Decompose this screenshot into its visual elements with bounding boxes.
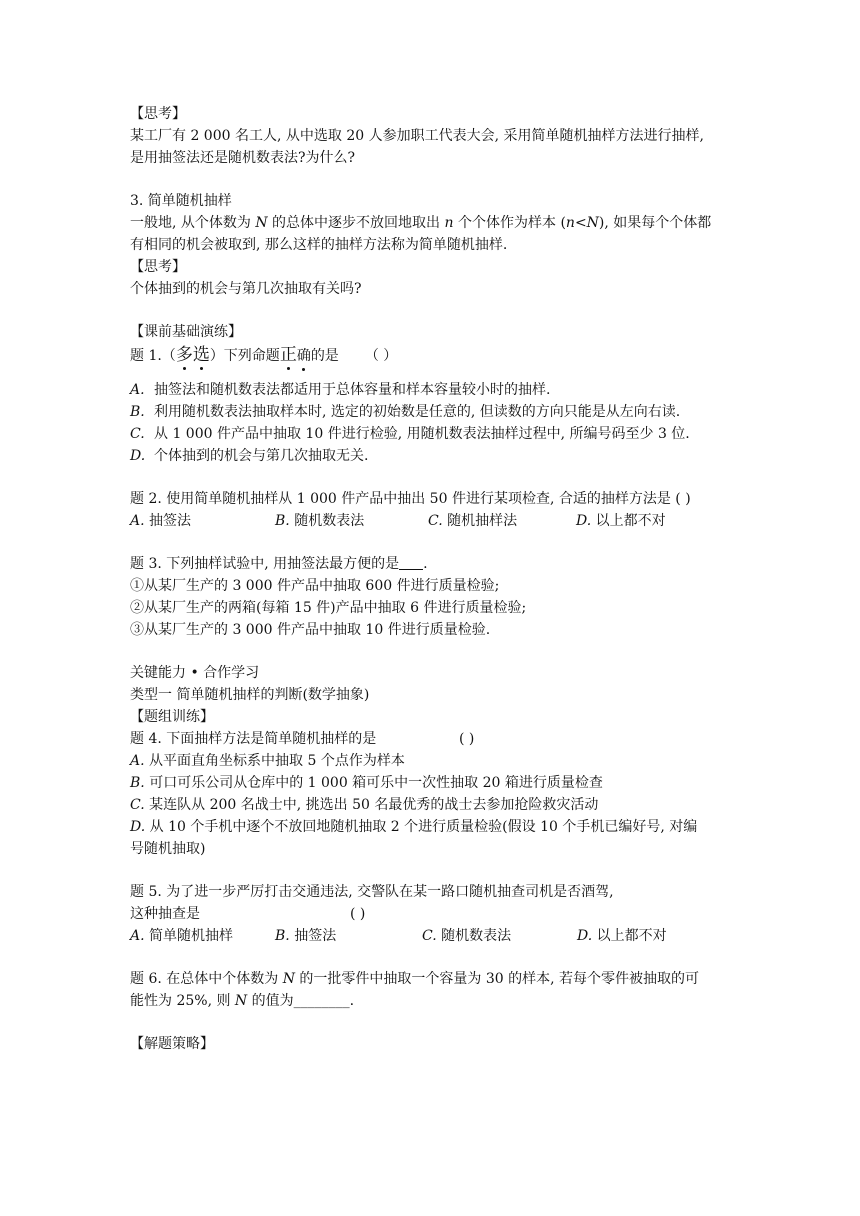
question-2-option-d: D. 以上都不对 bbox=[576, 513, 666, 529]
think1-heading: 【思考】 bbox=[130, 106, 186, 122]
question-5-option-b: B. 抽签法 bbox=[275, 928, 337, 944]
section3-title: 3. 简单随机抽样 bbox=[130, 193, 232, 209]
section3-definition-line1: 一般地, 从个体数为 N 的总体中逐步不放回地取出 n 个个体作为样本 (n<N), 如果每个个体都 bbox=[130, 215, 712, 231]
answer-blank bbox=[399, 555, 423, 570]
question-5-option-c: C. 随机数表法 bbox=[422, 928, 512, 944]
question-4-option-c: C. 某连队从 200 名战士中, 挑选出 50 名最优秀的战士去参加抢险救灾活动 bbox=[130, 797, 599, 813]
question-6-stem-line2: 能性为 25%, 则 N 的值为________. bbox=[130, 993, 355, 1009]
question-2-option-b: B. 随机数表法 bbox=[275, 513, 365, 529]
question-4-stem: 题 4. 下面抽样方法是简单随机抽样的是 ( ) bbox=[130, 731, 475, 747]
section3-definition-line2: 有相同的机会被取到, 那么这样的抽样方法称为简单随机抽样. bbox=[130, 237, 508, 253]
emphasis-duo: 多 bbox=[175, 345, 193, 365]
question-4-option-d-continued: 号随机抽取) bbox=[130, 841, 206, 857]
question-3-item-3: ③从某厂生产的 3 000 件产品中抽取 10 件进行质量检验. bbox=[130, 622, 491, 638]
question-2-options bbox=[130, 510, 730, 532]
question-3-item-2: ②从某厂生产的两箱(每箱 15 件)产品中抽取 6 件进行质量检验; bbox=[130, 600, 527, 616]
key-section-title: 关键能力 • 合作学习 bbox=[130, 665, 260, 681]
question-3-item-1: ①从某厂生产的 3 000 件产品中抽取 600 件进行质量检验; bbox=[130, 578, 500, 594]
question-3-stem: 题 3. 下列抽样试验中, 用抽签法最方便的是 . bbox=[130, 556, 428, 572]
question-5-stem-line2: 这种抽查是 ( ) bbox=[130, 906, 366, 922]
document-page bbox=[130, 103, 730, 1055]
question-2-option-c: C. 随机抽样法 bbox=[428, 513, 518, 529]
question-1-option-a: A. 抽签法和随机数表法都适用于总体容量和样本容量较小时的抽样. bbox=[130, 382, 551, 398]
type-1-heading: 类型一 简单随机抽样的判断(数学抽象) bbox=[130, 687, 370, 703]
think2-text: 个体抽到的机会与第几次抽取有关吗? bbox=[130, 281, 362, 297]
question-2-option-a: A. 抽签法 bbox=[130, 513, 192, 529]
answer-paren: ( ) bbox=[350, 906, 366, 922]
pre-practice-heading: 【课前基础演练】 bbox=[130, 324, 242, 340]
think1-text-line2: 是用抽签法还是随机数表法?为什么? bbox=[130, 150, 356, 166]
emphasis-zheng: 正 bbox=[279, 345, 297, 365]
answer-paren: （ ） bbox=[364, 348, 398, 364]
emphasis-que: 确 bbox=[297, 344, 311, 368]
question-5-option-d: D. 以上都不对 bbox=[577, 928, 667, 944]
answer-blank: ________ bbox=[293, 993, 350, 1009]
question-5-options bbox=[130, 925, 730, 947]
group-training-heading: 【题组训练】 bbox=[130, 709, 214, 725]
question-1-option-c: C. 从 1 000 件产品中抽取 10 件进行检验, 用随机数表法抽样过程中, 所编号码至少 3 位. bbox=[130, 426, 690, 442]
question-5-option-a: A. 简单随机抽样 bbox=[130, 928, 234, 944]
strategy-heading: 【解题策略】 bbox=[130, 1036, 214, 1052]
question-4-option-d: D. 从 10 个手机中逐个不放回地随机抽取 2 个进行质量检验(假设 10 个手机已编好号, 对编 bbox=[130, 819, 698, 835]
think2-heading: 【思考】 bbox=[130, 259, 186, 275]
answer-paren: ( ) bbox=[459, 731, 475, 747]
question-1-stem: 题 1.（多选）下列命题正确的是 （ ） bbox=[130, 343, 730, 367]
question-1-option-b: B. 利用随机数表法抽取样本时, 选定的初始数是任意的, 但读数的方向只能是从左向右读. bbox=[130, 404, 681, 420]
emphasis-xuan: 选 bbox=[192, 345, 210, 365]
question-2-stem: 题 2. 使用简单随机抽样从 1 000 件产品中抽出 50 件进行某项检查, 合适的抽样方法是 ( ) bbox=[130, 491, 691, 507]
question-1-option-d: D. 个体抽到的机会与第几次抽取无关. bbox=[130, 448, 369, 464]
question-6-stem-line1: 题 6. 在总体中个体数为 N 的一批零件中抽取一个容量为 30 的样本, 若每个零件被抽取的可 bbox=[130, 971, 700, 987]
question-5-stem-line1: 题 5. 为了进一步严厉打击交通违法, 交警队在某一路口随机抽查司机是否酒驾, bbox=[130, 884, 614, 900]
question-4-option-a: A. 从平面直角坐标系中抽取 5 个点作为样本 bbox=[130, 753, 405, 769]
think1-text-line1: 某工厂有 2 000 名工人, 从中选取 20 人参加职工代表大会, 采用简单随机抽样方法进行抽样, bbox=[130, 128, 704, 144]
question-4-option-b: B. 可口可乐公司从仓库中的 1 000 箱可乐中一次性抽取 20 箱进行质量检查 bbox=[130, 775, 603, 791]
